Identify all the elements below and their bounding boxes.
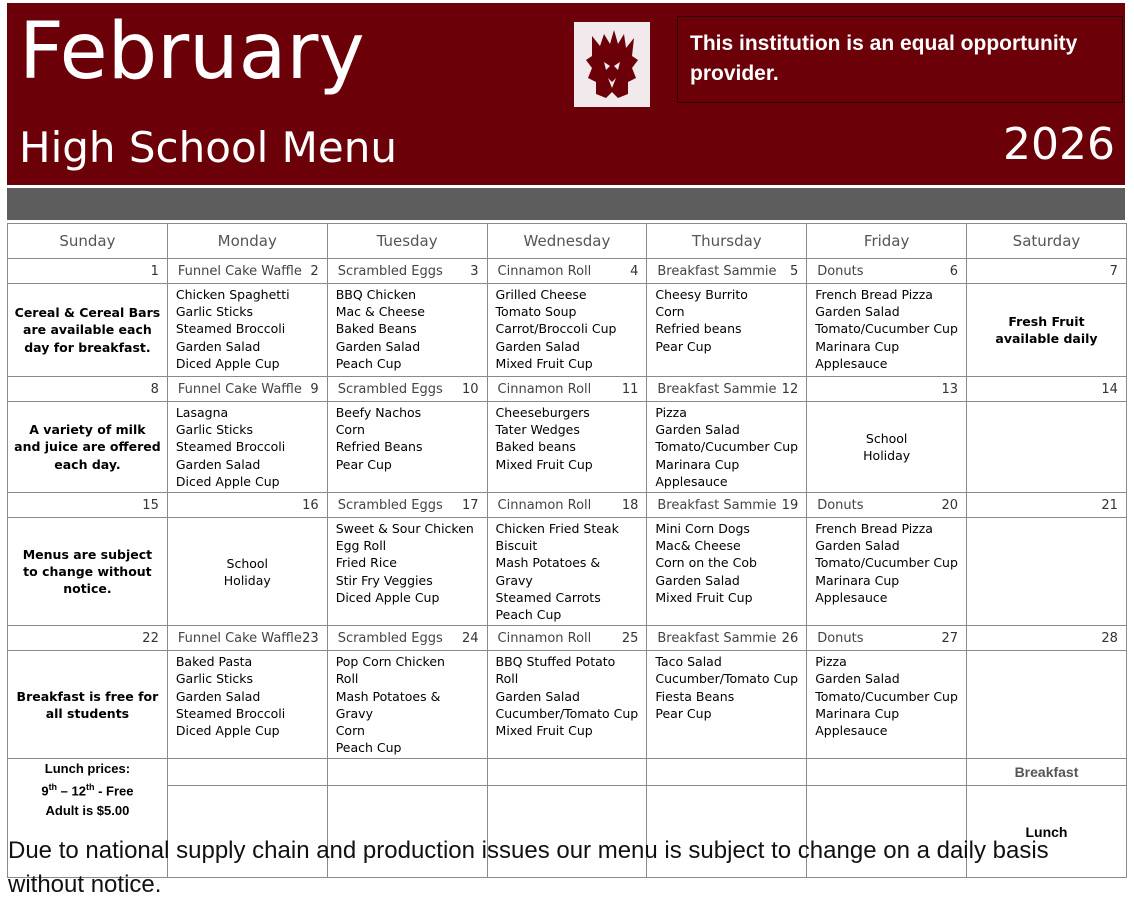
menu-item: Mash Potatoes & Gravy bbox=[495, 555, 601, 588]
menu-item: Diced Apple Cup bbox=[175, 723, 280, 739]
day-name: Tuesday bbox=[327, 224, 487, 259]
menu-item: Corn bbox=[335, 422, 365, 438]
date-cell bbox=[487, 493, 647, 518]
menu-cell bbox=[167, 402, 327, 493]
menu-item: Garden Salad bbox=[655, 572, 740, 588]
menu-item: BBQ Chicken bbox=[335, 287, 417, 302]
date-cell bbox=[807, 377, 967, 402]
date-cell bbox=[8, 493, 168, 518]
lion-logo-icon bbox=[574, 22, 650, 107]
date-row bbox=[8, 626, 1127, 651]
menu-item: Garden Salad bbox=[175, 456, 261, 472]
date-cell bbox=[807, 626, 967, 651]
menu-item: Steamed Broccoli bbox=[175, 321, 286, 337]
date-number: 9 bbox=[310, 381, 319, 397]
date-number: 13 bbox=[941, 381, 959, 397]
menu-cell bbox=[487, 518, 647, 626]
menu-item: Applesauce bbox=[815, 723, 888, 739]
date-number: 7 bbox=[1109, 263, 1118, 279]
menu-item: Peach Cup bbox=[335, 355, 402, 371]
prices-title: Lunch prices: bbox=[44, 761, 131, 777]
date-cell bbox=[967, 259, 1127, 284]
menu-item: Garden Salad bbox=[495, 338, 580, 354]
breakfast-item: Breakfast Sammie bbox=[657, 497, 777, 513]
empty-cell bbox=[327, 759, 487, 786]
holiday-text: School bbox=[226, 555, 269, 571]
menu-cell bbox=[487, 402, 647, 493]
day-name: Friday bbox=[807, 224, 967, 259]
empty-cell bbox=[967, 402, 1127, 493]
menu-item: Fried Rice bbox=[335, 555, 397, 571]
menu-cell bbox=[807, 518, 967, 626]
menu-item: Fiesta Beans bbox=[655, 688, 735, 704]
menu-item: Diced Apple Cup bbox=[175, 473, 280, 489]
menu-item: Roll bbox=[335, 671, 359, 687]
menu-item: Chicken Fried Steak bbox=[495, 521, 619, 537]
menu-item: Pear Cup bbox=[655, 705, 712, 721]
menu-cell bbox=[807, 284, 967, 377]
date-number: 1 bbox=[150, 263, 159, 279]
date-number: 5 bbox=[789, 263, 799, 279]
date-cell bbox=[647, 493, 807, 518]
breakfast-item: Cinnamon Roll bbox=[497, 630, 592, 646]
menu-cell bbox=[327, 651, 487, 759]
breakfast-label-row bbox=[8, 759, 1127, 786]
empty-cell bbox=[967, 651, 1127, 759]
date-number: 18 bbox=[621, 497, 639, 513]
date-number: 11 bbox=[621, 381, 639, 397]
menu-cell bbox=[487, 284, 647, 377]
day-name: Monday bbox=[167, 224, 327, 259]
menu-item: Garden Salad bbox=[815, 304, 900, 320]
menu-item: Pizza bbox=[815, 654, 847, 670]
menu-item: Marinara Cup bbox=[655, 456, 740, 472]
menu-item: French Bread Pizza bbox=[815, 287, 933, 302]
empty-cell bbox=[967, 518, 1127, 626]
date-number: 23 bbox=[302, 630, 319, 646]
breakfast-item: Scrambled Eggs bbox=[337, 263, 443, 279]
date-cell bbox=[327, 377, 487, 402]
menu-item: Marinara Cup bbox=[815, 572, 900, 588]
breakfast-item: Breakfast Sammie bbox=[657, 263, 777, 279]
prices-adult: Adult is $5.00 bbox=[45, 802, 130, 818]
menu-item: Steamed Carrots bbox=[495, 589, 601, 605]
menu-item: Garden Salad bbox=[815, 538, 900, 554]
menu-item: Sweet & Sour Chicken bbox=[335, 521, 474, 537]
menu-row bbox=[8, 518, 1127, 626]
menu-cell bbox=[647, 518, 807, 626]
date-cell bbox=[967, 377, 1127, 402]
menu-cell bbox=[807, 651, 967, 759]
menu-item: Tomato Soup bbox=[495, 304, 577, 320]
menu-item: Steamed Broccoli bbox=[175, 705, 286, 721]
menu-item: Mixed Fruit Cup bbox=[655, 589, 753, 605]
menu-item: Mini Corn Dogs bbox=[655, 521, 750, 537]
menu-item: Marinara Cup bbox=[815, 338, 900, 354]
sunday-note: Breakfast is free for all students bbox=[8, 651, 168, 759]
date-number: 17 bbox=[461, 497, 479, 513]
menu-item: Garlic Sticks bbox=[175, 671, 254, 687]
breakfast-item: Funnel Cake Waffle bbox=[177, 381, 302, 397]
menu-item: Baked Pasta bbox=[175, 654, 253, 670]
date-row bbox=[8, 259, 1127, 284]
menu-item: Mixed Fruit Cup bbox=[495, 723, 593, 739]
date-number: 14 bbox=[1101, 381, 1118, 397]
date-cell bbox=[967, 493, 1127, 518]
empty-cell bbox=[807, 759, 967, 786]
menu-item: Pear Cup bbox=[655, 338, 712, 354]
menu-item: Lasagna bbox=[175, 405, 229, 420]
menu-item: Peach Cup bbox=[495, 607, 562, 623]
menu-item: Baked Beans bbox=[335, 321, 417, 337]
menu-item: Pop Corn Chicken bbox=[335, 654, 445, 670]
menu-item: Refried beans bbox=[655, 321, 742, 337]
menu-item: Mac & Cheese bbox=[335, 304, 425, 320]
menu-item: Diced Apple Cup bbox=[175, 355, 280, 371]
date-cell bbox=[807, 493, 967, 518]
year-label: 2026 bbox=[1003, 119, 1115, 170]
date-cell bbox=[647, 259, 807, 284]
breakfast-label: Breakfast bbox=[967, 759, 1127, 786]
month-title: February bbox=[19, 7, 365, 97]
date-cell bbox=[8, 259, 168, 284]
empty-cell bbox=[487, 759, 647, 786]
date-number: 3 bbox=[470, 263, 479, 279]
menu-item: Pizza bbox=[655, 405, 687, 420]
date-number: 12 bbox=[781, 381, 799, 397]
breakfast-item: Donuts bbox=[817, 630, 864, 646]
menu-item: French Bread Pizza bbox=[815, 521, 933, 537]
breakfast-item: Breakfast Sammie bbox=[657, 381, 777, 397]
menu-cell bbox=[327, 518, 487, 626]
date-cell bbox=[327, 259, 487, 284]
menu-cell bbox=[487, 651, 647, 759]
date-cell bbox=[167, 259, 327, 284]
saturday-note: Fresh Fruit available daily bbox=[967, 284, 1127, 377]
menu-item: Applesauce bbox=[815, 355, 888, 371]
menu-row bbox=[8, 651, 1127, 759]
menu-cell bbox=[167, 651, 327, 759]
date-cell bbox=[167, 493, 327, 518]
breakfast-item: Scrambled Eggs bbox=[337, 381, 443, 397]
breakfast-item: Cinnamon Roll bbox=[497, 381, 592, 397]
menu-item: Cucumber/Tomato Cup bbox=[655, 671, 799, 687]
date-cell bbox=[647, 377, 807, 402]
empty-cell bbox=[647, 759, 807, 786]
date-row bbox=[8, 493, 1127, 518]
holiday-text: Holiday bbox=[863, 448, 911, 463]
date-cell bbox=[647, 626, 807, 651]
menu-item: Garden Salad bbox=[815, 671, 900, 687]
menu-item: Roll bbox=[495, 671, 519, 687]
menu-item: Garden Salad bbox=[175, 338, 261, 354]
menu-item: Garlic Sticks bbox=[175, 422, 254, 438]
menu-item: Applesauce bbox=[655, 473, 728, 489]
holiday-text: School bbox=[865, 431, 908, 446]
date-number: 28 bbox=[1101, 630, 1118, 646]
menu-row bbox=[8, 402, 1127, 493]
date-cell bbox=[327, 626, 487, 651]
menu-item: Corn bbox=[335, 723, 365, 739]
holiday-cell bbox=[807, 402, 967, 493]
menu-item: Carrot/Broccoli Cup bbox=[495, 321, 617, 337]
menu-title: High School Menu bbox=[19, 123, 397, 172]
breakfast-item: Funnel Cake Waffle bbox=[177, 263, 302, 279]
breakfast-item: Breakfast Sammie bbox=[657, 630, 777, 646]
menu-item: Garden Salad bbox=[495, 688, 580, 704]
menu-item: Peach Cup bbox=[335, 740, 402, 756]
sunday-note: Menus are subject to change without notice. bbox=[8, 518, 168, 626]
menu-item: Diced Apple Cup bbox=[335, 589, 440, 605]
prices-grades: 9th – 12th - Free bbox=[41, 782, 134, 799]
menu-cell bbox=[647, 284, 807, 377]
menu-item: Garden Salad bbox=[175, 688, 261, 704]
date-number: 19 bbox=[781, 497, 799, 513]
menu-cell bbox=[647, 402, 807, 493]
menu-item: Chicken Spaghetti bbox=[175, 287, 290, 302]
date-number: 8 bbox=[150, 381, 159, 397]
holiday-text: Holiday bbox=[223, 572, 271, 588]
menu-item: Taco Salad bbox=[655, 654, 722, 670]
date-number: 26 bbox=[781, 630, 799, 646]
breakfast-item: Scrambled Eggs bbox=[337, 630, 443, 646]
menu-item: Tater Wedges bbox=[495, 422, 580, 438]
menu-row bbox=[8, 284, 1127, 377]
menu-cell bbox=[167, 284, 327, 377]
date-number: 2 bbox=[310, 263, 319, 279]
menu-item: Refried Beans bbox=[335, 439, 423, 455]
breakfast-item: Funnel Cake Waffle bbox=[177, 630, 302, 646]
equal-opportunity-notice: This institution is an equal opportunity provider. bbox=[677, 16, 1123, 103]
menu-cell bbox=[327, 284, 487, 377]
menu-item: Garden Salad bbox=[655, 422, 740, 438]
menu-item: BBQ Stuffed Potato bbox=[495, 654, 616, 670]
menu-item: Stir Fry Veggies bbox=[335, 572, 433, 588]
lunch-label: Lunch bbox=[967, 786, 1127, 878]
menu-item: Tomato/Cucumber Cup bbox=[815, 688, 958, 704]
menu-calendar bbox=[7, 223, 1127, 878]
menu-item: Corn on the Cob bbox=[655, 555, 757, 571]
date-number: 25 bbox=[621, 630, 639, 646]
date-number: 15 bbox=[142, 497, 159, 513]
breakfast-item: Scrambled Eggs bbox=[337, 497, 443, 513]
menu-item: Garden Salad bbox=[335, 338, 421, 354]
menu-item: Tomato/Cucumber Cup bbox=[815, 321, 958, 337]
breakfast-item: Donuts bbox=[817, 263, 864, 279]
date-cell bbox=[967, 626, 1127, 651]
date-number: 21 bbox=[1101, 497, 1118, 513]
date-cell bbox=[327, 493, 487, 518]
header-banner bbox=[7, 3, 1125, 185]
breakfast-item: Cinnamon Roll bbox=[497, 263, 592, 279]
day-name: Wednesday bbox=[487, 224, 647, 259]
day-name: Saturday bbox=[967, 224, 1127, 259]
date-cell bbox=[487, 259, 647, 284]
date-cell bbox=[8, 626, 168, 651]
date-number: 22 bbox=[142, 630, 159, 646]
date-cell bbox=[807, 259, 967, 284]
divider-bar bbox=[7, 188, 1125, 220]
menu-item: Mac& Cheese bbox=[655, 538, 741, 554]
date-number: 16 bbox=[302, 497, 319, 513]
menu-item: Cheesy Burrito bbox=[655, 287, 748, 302]
menu-item: Biscuit bbox=[495, 538, 538, 554]
menu-item: Marinara Cup bbox=[815, 705, 900, 721]
date-number: 10 bbox=[461, 381, 479, 397]
date-row bbox=[8, 377, 1127, 402]
menu-item: Corn bbox=[655, 304, 685, 320]
menu-item: Garlic Sticks bbox=[175, 304, 254, 320]
menu-cell bbox=[647, 651, 807, 759]
date-number: 24 bbox=[461, 630, 479, 646]
date-cell bbox=[167, 626, 327, 651]
footer-notice: Due to national supply chain and production issues our menu is subject to change on a daily basis without notice. bbox=[8, 837, 1049, 898]
menu-cell bbox=[327, 402, 487, 493]
date-number: 6 bbox=[949, 263, 959, 279]
menu-item: Egg Roll bbox=[335, 538, 387, 554]
breakfast-item: Donuts bbox=[817, 497, 864, 513]
menu-item: Tomato/Cucumber Cup bbox=[815, 555, 958, 571]
date-cell bbox=[487, 626, 647, 651]
menu-item: Cucumber/Tomato Cup bbox=[495, 705, 639, 721]
day-name: Sunday bbox=[8, 224, 168, 259]
date-cell bbox=[8, 377, 168, 402]
menu-item: Applesauce bbox=[815, 589, 888, 605]
menu-item: Cheeseburgers bbox=[495, 405, 590, 420]
empty-cell bbox=[167, 759, 327, 786]
date-cell bbox=[167, 377, 327, 402]
holiday-cell bbox=[167, 518, 327, 626]
menu-item: Baked beans bbox=[495, 439, 576, 455]
day-header-row bbox=[8, 224, 1127, 259]
menu-item: Grilled Cheese bbox=[495, 287, 587, 302]
menu-item: Mixed Fruit Cup bbox=[495, 456, 593, 472]
menu-item: Steamed Broccoli bbox=[175, 439, 286, 455]
sunday-note: Cereal & Cereal Bars are available each day for breakfast. bbox=[8, 284, 168, 377]
menu-item: Beefy Nachos bbox=[335, 405, 422, 420]
date-number: 27 bbox=[941, 630, 959, 646]
breakfast-item: Cinnamon Roll bbox=[497, 497, 592, 513]
menu-item: Pear Cup bbox=[335, 456, 392, 472]
date-number: 20 bbox=[941, 497, 959, 513]
date-number: 4 bbox=[630, 263, 639, 279]
menu-item: Mash Potatoes & Gravy bbox=[335, 688, 441, 721]
sunday-note: A variety of milk and juice are offered each day. bbox=[8, 402, 168, 493]
date-cell bbox=[487, 377, 647, 402]
menu-item: Tomato/Cucumber Cup bbox=[655, 439, 799, 455]
menu-item: Mixed Fruit Cup bbox=[495, 355, 593, 371]
day-name: Thursday bbox=[647, 224, 807, 259]
